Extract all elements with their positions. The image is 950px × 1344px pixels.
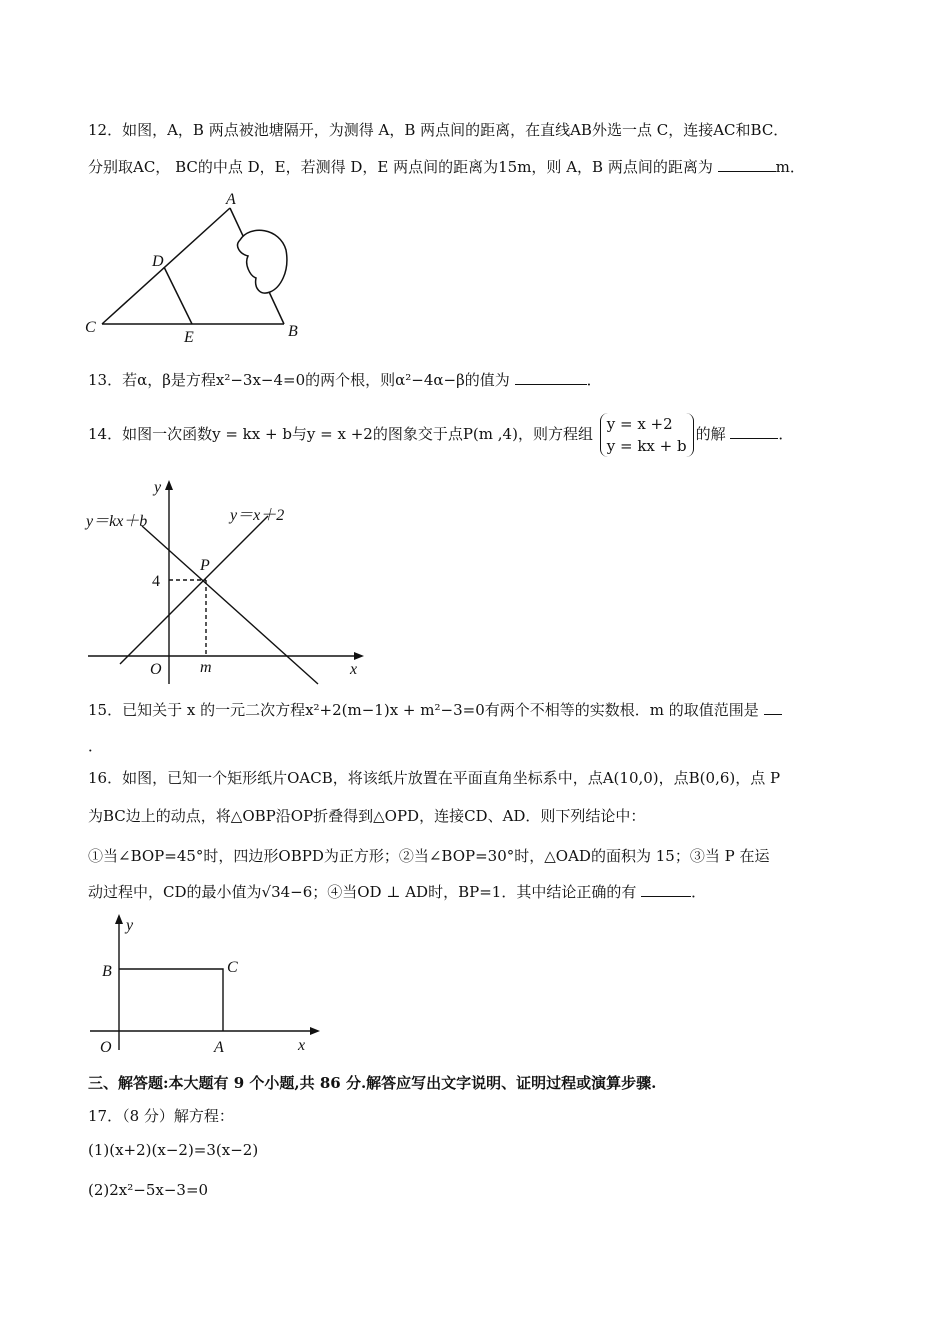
q15-line2: ． (88, 737, 104, 755)
q14-label-m: m (200, 659, 212, 676)
q12-figure (80, 191, 320, 346)
q16-answer-blank[interactable] (641, 882, 691, 897)
q17-part1: (1)(x+2)(x−2)=3(x−2) (88, 1141, 259, 1159)
q16-end: ． (691, 883, 707, 901)
q14-text: 14．如图一次函数y = kx + b与y = x +2的图象交于点P(m ,4)，则方程组 (88, 425, 593, 443)
q14-label-y: y (154, 479, 162, 496)
q13-end: ． (586, 371, 602, 389)
q12-pond (238, 230, 287, 293)
q14-label-x: x (350, 661, 358, 678)
q14-label-4: 4 (152, 573, 160, 590)
q14-line (88, 412, 793, 457)
q16-x-arrow (310, 1027, 320, 1035)
q15-line1 (88, 700, 782, 720)
q14-label-line1: y＝kx＋b (86, 513, 148, 530)
q13-line (88, 370, 602, 390)
q16-rectangle (119, 969, 223, 1031)
q16-figure (86, 910, 336, 1060)
q16-line3: ①当∠BOP=45°时，四边形OBPD为正方形；②当∠BOP=30°时，△OAD的面积为 15；③当 P 在运 (88, 847, 770, 865)
q14-solution-label: 的解 (695, 425, 726, 443)
q13-answer-blank[interactable] (515, 370, 587, 385)
q12-segment-de (164, 267, 192, 324)
q12-side-ca (102, 208, 230, 324)
q14-y-arrow (165, 480, 173, 490)
q15-text: 15．已知关于 x 的一元二次方程x²+2(m−1)x + m²−3=0有两个不相等的实数根．m 的取值范围是 (88, 701, 759, 719)
q14-answer-blank[interactable] (730, 424, 778, 439)
q16-label-c: C (227, 959, 238, 976)
q12-label-c: C (85, 319, 96, 336)
q14-eq2: y = kx + b (606, 437, 687, 455)
q12-label-a: A (226, 191, 236, 208)
q15-answer-blank[interactable] (764, 700, 782, 715)
q16-label-a: A (214, 1039, 224, 1056)
q12-line2 (88, 157, 805, 177)
q12-label-e: E (184, 329, 194, 346)
q14-label-o: O (150, 661, 162, 678)
q14-figure (82, 478, 372, 688)
q12-line1: 12．如图，A，B 两点被池塘隔开，为测得 A，B 两点间的距离，在直线AB外选一点 C，连接AC和BC． (88, 121, 789, 139)
q14-line-y-x-2 (120, 516, 268, 664)
q14-end: ． (778, 425, 794, 443)
q14-label-p: P (200, 557, 210, 574)
q12-label-b: B (288, 323, 298, 340)
q12-line2-text: 分别取AC， BC的中点 D，E，若测得 D，E 两点间的距离为15m，则 A，B 两点间的距离为 (88, 158, 713, 176)
q14-x-arrow (354, 652, 364, 660)
q14-eq1: y = x +2 (606, 415, 673, 433)
q17-title: 17．（8 分）解方程： (88, 1107, 234, 1125)
q14-equation-system (600, 413, 694, 457)
q16-line4-text: 动过程中，CD的最小值为√34−6；④当OD ⊥ AD时，BP=1．其中结论正确的有 (88, 883, 637, 901)
q16-label-b: B (102, 963, 112, 980)
q12-answer-blank[interactable] (718, 157, 776, 172)
q14-label-line2: y＝x＋2 (230, 507, 285, 524)
q16-label-o: O (100, 1039, 112, 1056)
q16-line2: 为BC边上的动点，将△OBP沿OP折叠得到△OPD，连接CD、AD．则下列结论中： (88, 807, 646, 825)
q12-line2-end: m． (775, 158, 805, 176)
q16-line1: 16．如图，已知一个矩形纸片OACB，将该纸片放置在平面直角坐标系中，点A(10,0)，点B(0,6)，点 P (88, 769, 781, 787)
q16-y-arrow (115, 914, 123, 924)
q16-label-x: x (298, 1037, 306, 1054)
q17-part2: (2)2x²−5x−3=0 (88, 1181, 209, 1199)
section3-heading: 三、解答题:本大题有 9 个小题,共 86 分.解答应写出文字说明、证明过程或演算步骤. (88, 1074, 657, 1092)
q16-line4 (88, 882, 706, 902)
q13-text: 13．若α，β是方程x²−3x−4=0的两个根，则α²−4α−β的值为 (88, 371, 510, 389)
q16-label-y: y (126, 917, 134, 934)
q12-label-d: D (152, 253, 164, 270)
